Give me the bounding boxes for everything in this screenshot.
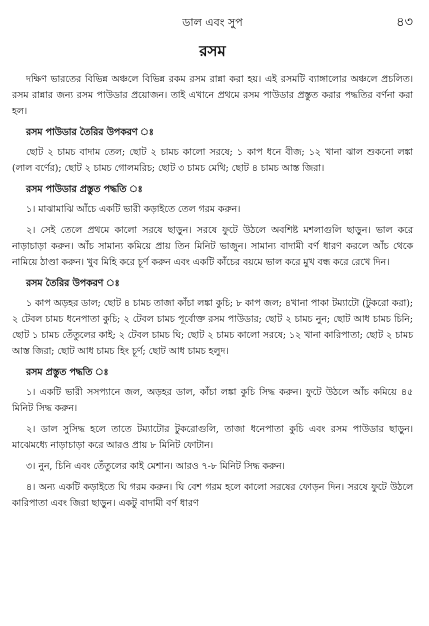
powder-method-heading: রসম পাউডার প্রস্তুত পদ্ধতি ঃ (26, 184, 143, 195)
powder-step-1: ১। মাঝামাঝি আঁচে একটি ভারী কড়াইতে তেল গরম করুন। (26, 204, 241, 215)
powder-step-2: ২। সেই তেলে প্রথমে কালো সরষে ছাড়ুন। সরষে ফুটে উঠলে অবশিষ্ট মশলাগুলি ছাড়ুন। ভাল করে নাড়াচাড়া করুন। আঁচ সামান্য কমিয়ে প্রায় তিন মিনিট ভাজুন। সামান্য বাদামী বর্ণ ধারণ করলে আঁচ থেকে নামিয়ে ঠাণ্ডা করুন। খুব মিহি করে চূর্ণ করুন এবং একটি কাঁচের বয়মে ভাল করে মুখ বন্ধ করে রেখে দিন। (12, 225, 413, 268)
intro-paragraph: দক্ষিণ ভারতের বিভিন্ন অঞ্চলে বিভিন্ন রকম রসম রান্না করা হয়। এই রসমটি ব্যাঙ্গালোর অঞ্চলে প্রচলিত। রসম রান্নার জন্য রসম পাউডার প্রয়োজন। তাই এখানে প্রথমে রসম পাউডার প্রস্তুত করার পদ্ধতির বর্ণনা করা হল। (12, 74, 413, 117)
rasam-ingredients-heading: রসম তৈরির উপকরণ ঃ (26, 278, 120, 289)
page-number: ৪৩ (396, 15, 413, 30)
running-title: ডাল এবং সুপ (182, 16, 243, 29)
rasam-step-2: ২। ডাল সুসিদ্ধ হলে তাতে টম্যাটোর টুকরোগুলি, তাজা ধনেপাতা কুচি এবং রসম পাউডার ছাড়ুন। মাঝেমধ্যে নাড়াচাড়া করে আরও প্রায় ৮ মিনিট ফোটান। (12, 424, 413, 451)
recipe-title: রসম (199, 42, 226, 60)
rasam-ingredients-text: ১ কাপ অড়হর ডাল; ছোট ৪ চামচ তাজা কাঁচা লঙ্কা কুচি; ৮ কাপ জল; ৪খানা পাকা টম্যাটো (টুকরো করা); ২ টেবল চামচ ধনেপাতা কুচি; ২ টেবল চামচ পূর্বোক্ত রসম পাউডার; ছোট ২ চামচ নুন; ছোট আধ চামচ চিনি; ছোট ১ চামচ তেঁতুলের কাই; ২ টেবল চামচ ঘি; ছোট ২ চামচ কালো সরষে; ১২ খানা কারিপাতা; ছোট ২ চামচ আস্ত জিরা; ছোট আধ চামচ হিং চূর্ণ; ছোট আধ চামচ হলুদ। (12, 298, 413, 357)
powder-ingredients-text: ছোট ২ চামচ বাদাম তেল; ছোট ২ চামচ কালো সরষে; ১ কাপ ধনে বীজ; ১২ খানা ঝাল শুকনো লঙ্কা (লাল বর্ণের); ছোট ২ চামচ গোলমরিচ; ছোট ৩ চামচ মেথি; ছোট ৪ চামচ আস্ত জিরা। (12, 147, 413, 174)
running-header (12, 14, 413, 34)
powder-ingredients-heading: রসম পাউডার তৈরির উপকরণ ঃ (26, 127, 154, 138)
rasam-method-heading: রসম প্রস্তুত পদ্ধতি ঃ (26, 367, 109, 378)
rasam-step-3: ৩। নুন, চিনি এবং তেঁতুলের কাই মেশান। আরও ৭-৮ মিনিট সিদ্ধ করুন। (26, 461, 285, 472)
rasam-step-4: ৪। অন্য একটি কড়াইতে ঘি গরম করুন। ঘি বেশ গরম হলে কালো সরষের ফোড়ন দিন। সরষে ফুটে উঠলে কারিপাতা এবং জিরা ছাড়ুন। একটু বাদামী বর্ণ ধারণ (12, 482, 413, 509)
rasam-step-1: ১। একটি ভারী সসপ্যানে জল, অড়হর ডাল, কাঁচা লঙ্কা কুচি সিদ্ধ করুন। ফুটে উঠলে আঁচ কমিয়ে ৪৫ মিনিট সিদ্ধ করুন। (12, 387, 413, 414)
